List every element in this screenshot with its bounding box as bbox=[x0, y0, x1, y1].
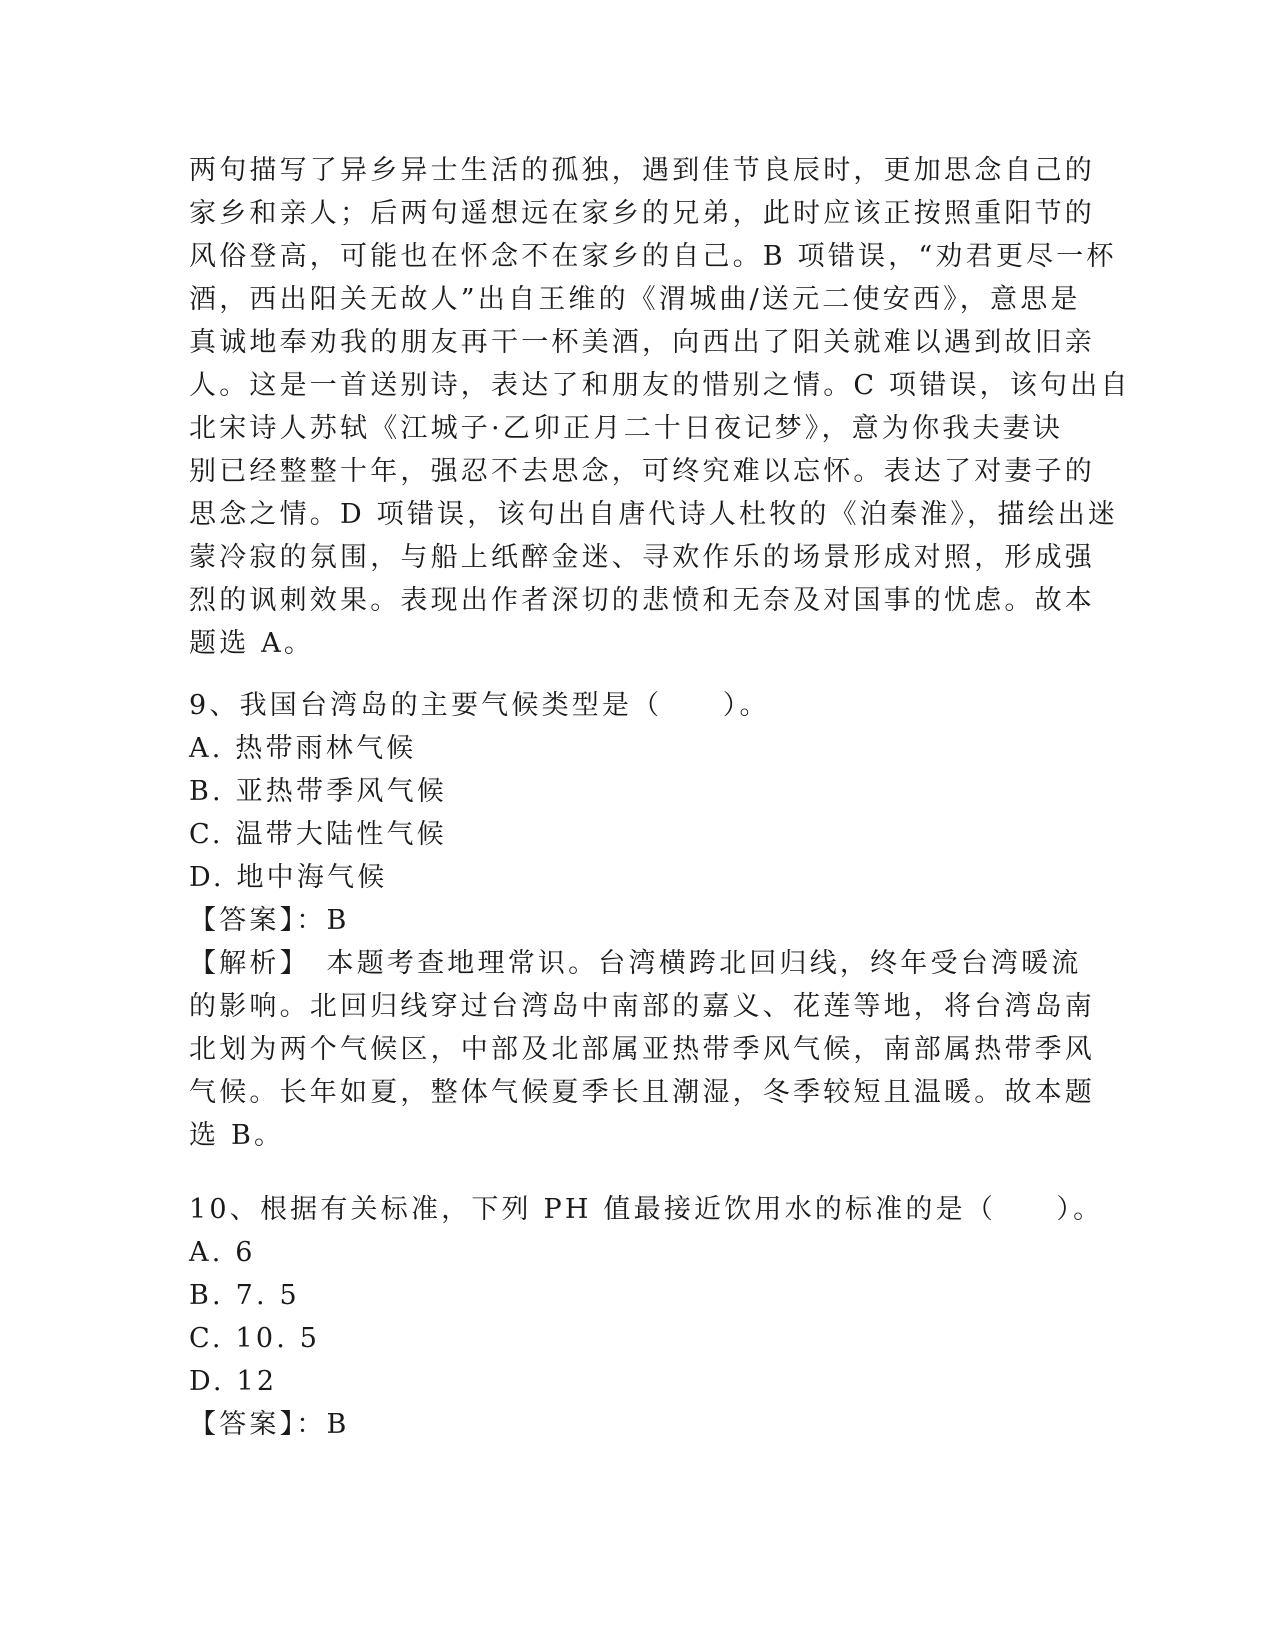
analysis-line: 气候。长年如夏，整体气候夏季长且潮湿，冬季较短且温暖。故本题 bbox=[189, 1077, 1095, 1108]
option-b: B. 7. 5 bbox=[189, 1280, 300, 1311]
paragraph-line: 家乡和亲人；后两句遥想远在家乡的兄弟，此时应该正按照重阳节的 bbox=[189, 198, 1095, 229]
option-a: A. 6 bbox=[189, 1237, 256, 1268]
option-a: A. 热带雨林气候 bbox=[189, 733, 417, 764]
paragraph-line: 真诚地奉劝我的朋友再干一杯美酒，向西出了阳关就难以遇到故旧亲 bbox=[189, 327, 1095, 358]
paragraph-line: 思念之情。D 项错误，该句出自唐代诗人杜牧的《泊秦淮》，描绘出迷 bbox=[189, 499, 1119, 530]
question-stem: 9、我国台湾岛的主要气候类型是（ ）。 bbox=[189, 690, 770, 721]
analysis-line: 【解析】 本题考查地理常识。台湾横跨北回归线，终年受台湾暖流 bbox=[189, 948, 1082, 979]
analysis-line: 的影响。北回归线穿过台湾岛中南部的嘉义、花莲等地，将台湾岛南 bbox=[189, 991, 1095, 1022]
previous-question-analysis bbox=[189, 149, 1131, 665]
option-d: D. 12 bbox=[189, 1366, 278, 1397]
option-c: C. 10. 5 bbox=[189, 1323, 321, 1354]
question-9 bbox=[189, 684, 1095, 1157]
question-10 bbox=[189, 1188, 1104, 1446]
answer-line: 【答案】：B bbox=[189, 905, 350, 936]
paragraph-line: 北宋诗人苏轼《江城子·乙卯正月二十日夜记梦》，意为你我夫妻诀 bbox=[189, 413, 1064, 444]
analysis-line: 选 B。 bbox=[189, 1120, 285, 1151]
analysis-line: 北划为两个气候区，中部及北部属亚热带季风气候，南部属热带季风 bbox=[189, 1034, 1095, 1065]
paragraph-line: 别已经整整十年，强忍不去思念，可终究难以忘怀。表达了对妻子的 bbox=[189, 456, 1095, 487]
paragraph-line: 蒙冷寂的氛围，与船上纸醉金迷、寻欢作乐的场景形成对照，形成强 bbox=[189, 542, 1095, 573]
question-stem: 10、根据有关标准，下列 PH 值最接近饮用水的标准的是（ ）。 bbox=[189, 1194, 1104, 1225]
paragraph-line: 烈的讽刺效果。表现出作者深切的悲愤和无奈及对国事的忧虑。故本 bbox=[189, 585, 1095, 616]
paragraph-line: 人。这是一首送别诗，表达了和朋友的惜别之情。C 项错误，该句出自 bbox=[189, 370, 1131, 401]
option-d: D. 地中海气候 bbox=[189, 862, 388, 893]
paragraph-line: 题选 A。 bbox=[189, 628, 315, 659]
answer-line: 【答案】：B bbox=[189, 1409, 350, 1440]
option-c: C. 温带大陆性气候 bbox=[189, 819, 447, 850]
paragraph-line: 两句描写了异乡异士生活的孤独，遇到佳节良辰时，更加思念自己的 bbox=[189, 155, 1095, 186]
option-b: B. 亚热带季风气候 bbox=[189, 776, 448, 807]
paragraph-line: 酒，西出阳关无故人”出自王维的《渭城曲/送元二使安西》，意思是 bbox=[189, 284, 1081, 315]
paragraph-line: 风俗登高，可能也在怀念不在家乡的自己。B 项错误，“劝君更尽一杯 bbox=[189, 241, 1117, 272]
